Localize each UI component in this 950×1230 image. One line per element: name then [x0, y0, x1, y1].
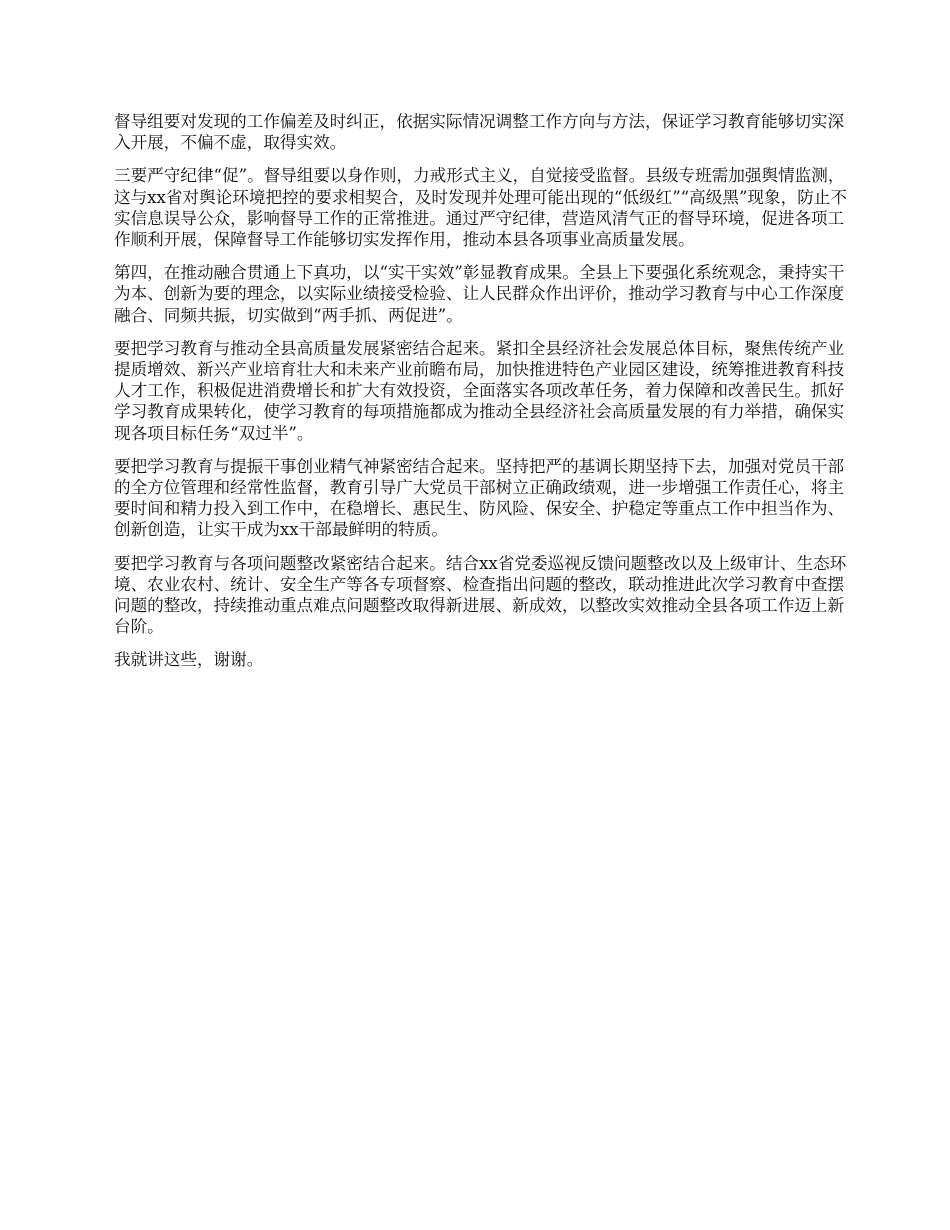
paragraph: 第四，在推动融合贯通上下真功，以“实干实效”彰显教育成果。全县上下要强化系统观念，秉持实干为本、创新为要的理念，以实际业绩接受检验、让人民群众作出评价，推动学习教育与中心工作深度融合、同频共振，切实做到“两手抓、两促进”。 [114, 263, 845, 325]
paragraph: 要把学习教育与提振干事创业精气神紧密结合起来。坚持把严的基调长期坚持下去，加强对党员干部的全方位管理和经常性监督，教育引导广大党员干部树立正确政绩观，进一步增强工作责任心，将主要时间和精力投入到工作中，在稳增长、惠民生、防风险、保安全、护稳定等重点工作中担当作为、创新创造，让实干成为xx干部最鲜明的特质。 [114, 456, 845, 540]
paragraph: 督导组要对发现的工作偏差及时纠正，依据实际情况调整工作方向与方法，保证学习教育能够切实深入开展，不偏不虚，取得实效。 [114, 112, 845, 153]
paragraph: 要把学习教育与推动全县高质量发展紧密结合起来。紧扣全县经济社会发展总体目标，聚焦传统产业提质增效、新兴产业培育壮大和未来产业前瞻布局，加快推进特色产业园区建设，统筹推进教育科技人才工作，积极促进消费增长和扩大有效投资，全面落实各项改革任务，着力保障和改善民生。抓好学习教育成果转化，使学习教育的每项措施都成为推动全县经济社会高质量发展的有力举措，确保实现各项目标任务“双过半”。 [114, 338, 845, 443]
paragraph: 要把学习教育与各项问题整改紧密结合起来。结合xx省党委巡视反馈问题整改以及上级审计、生态环境、农业农村、统计、安全生产等各专项督察、检查指出问题的整改，联动推进此次学习教育中查摆问题的整改，持续推动重点难点问题整改取得新进展、新成效，以整改实效推动全县各项工作迈上新台阶。 [114, 553, 847, 637]
paragraph: 三要严守纪律“促”。督导组要以身作则，力戒形式主义，自觉接受监督。县级专班需加强舆情监测，这与xx省对舆论环境把控的要求相契合，及时发现并处理可能出现的“低级红”“高级黑”现象，防止不实信息误导公众，影响督导工作的正常推进。通过严守纪律，营造风清气正的督导环境，促进各项工作顺利开展，保障督导工作能够切实发挥作用，推动本县各项事业高质量发展。 [114, 166, 847, 250]
closing-paragraph: 我就讲这些，谢谢。 [114, 650, 264, 670]
document-body [114, 111, 852, 683]
